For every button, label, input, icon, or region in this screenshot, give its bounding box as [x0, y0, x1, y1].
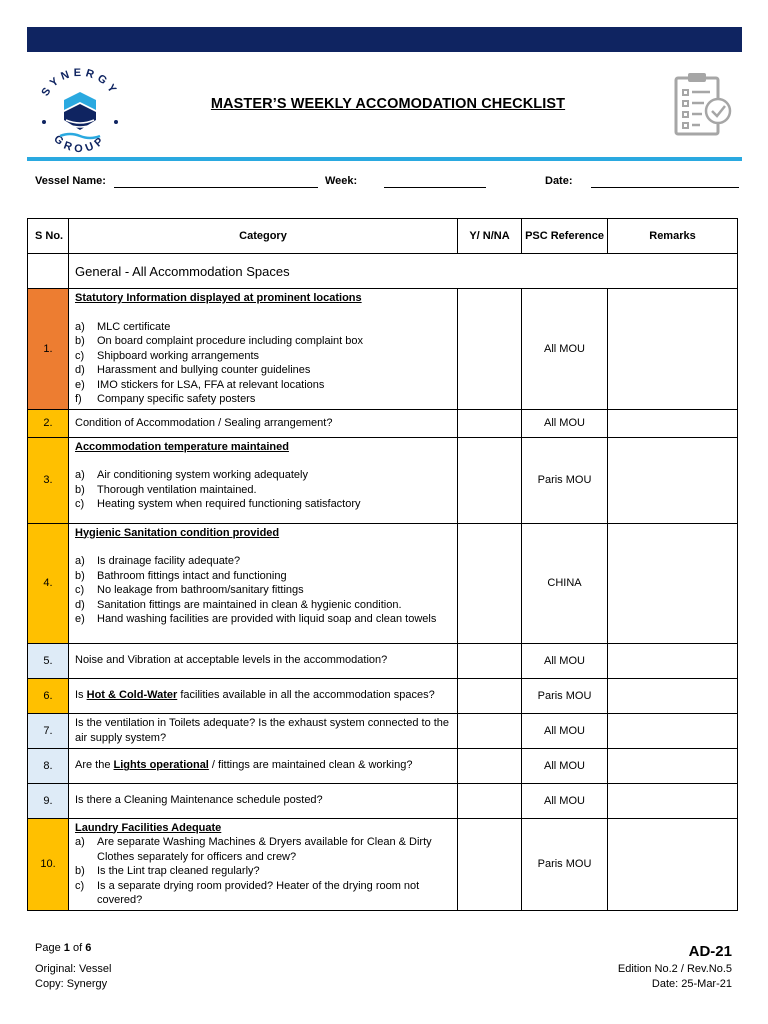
table-row [28, 818, 738, 910]
section-sno-cell [28, 254, 69, 289]
week-label: Week: [325, 175, 358, 187]
psc-ref-cell: Paris MOU [522, 437, 608, 523]
table-row [28, 713, 738, 748]
yn-cell[interactable] [458, 713, 522, 748]
category-cell [69, 523, 458, 643]
row-number: 7. [28, 713, 69, 748]
yn-cell[interactable] [458, 678, 522, 713]
category-cell: Is there a Cleaning Maintenance schedule posted? [69, 783, 458, 818]
table-row [28, 783, 738, 818]
table-header-row [28, 219, 738, 254]
psc-ref-cell: All MOU [522, 748, 608, 783]
list-item: a) Air conditioning system working adequately [75, 469, 308, 481]
yn-cell[interactable] [458, 409, 522, 437]
row-number: 10. [28, 818, 69, 910]
category-cell: Is Hot & Cold-Water facilities available in all the accommodation spaces? [69, 678, 458, 713]
row-number: 8. [28, 748, 69, 783]
row-number: 5. [28, 643, 69, 678]
col-sno-header: S No. [28, 219, 69, 254]
yn-cell[interactable] [458, 783, 522, 818]
row-heading: Statutory Information displayed at prominent locations [75, 292, 362, 304]
remarks-cell[interactable] [608, 713, 738, 748]
category-cell: Noise and Vibration at acceptable levels in the accommodation? [69, 643, 458, 678]
category-cell: Are the Lights operational / fittings are maintained clean & working? [69, 748, 458, 783]
psc-ref-cell: All MOU [522, 643, 608, 678]
col-psc-header: PSC Reference [522, 219, 608, 254]
psc-ref-cell: All MOU [522, 713, 608, 748]
psc-ref-cell: Paris MOU [522, 678, 608, 713]
list-item: a) Are separate Washing Machines & Dryers available for Clean & Dirty Clothes separately for officers and crew? [75, 836, 432, 863]
table-row [28, 409, 738, 437]
emphasis-text: Lights operational [113, 759, 209, 772]
list-item: a) MLC certificate [75, 320, 171, 333]
list-item: e) Hand washing facilities are provided with liquid soap and clean towels [75, 613, 437, 625]
remarks-cell[interactable] [608, 678, 738, 713]
psc-ref-cell: All MOU [522, 289, 608, 410]
remarks-cell[interactable] [608, 818, 738, 910]
yn-cell[interactable] [458, 437, 522, 523]
remarks-cell[interactable] [608, 523, 738, 643]
original-note: Original: Vessel [35, 963, 112, 975]
list-item: c) Shipboard working arrangements [75, 349, 260, 362]
yn-cell[interactable] [458, 523, 522, 643]
row-heading: Hygienic Sanitation condition provided [75, 526, 280, 539]
top-navy-bar [27, 27, 742, 52]
date-field[interactable] [591, 187, 739, 188]
list-item: f) Company specific safety posters [75, 393, 256, 405]
row-number: 1. [28, 289, 69, 410]
category-cell [69, 289, 458, 410]
table-row [28, 289, 738, 410]
psc-ref-cell: All MOU [522, 409, 608, 437]
table-row [28, 523, 738, 643]
section-row [28, 254, 738, 289]
col-yn-header: Y/ N/NA [458, 219, 522, 254]
page-indicator: Page 1 of 6 [35, 942, 92, 954]
list-item: b) Is the Lint trap cleaned regularly? [75, 865, 260, 877]
remarks-cell[interactable] [608, 437, 738, 523]
list-item: b) Bathroom fittings intact and functioning [75, 569, 287, 582]
yn-cell[interactable] [458, 643, 522, 678]
logo-bottom-text: GROUP [51, 132, 109, 156]
synergy-group-logo [30, 62, 130, 158]
list-item: b) Thorough ventilation maintained. [75, 483, 257, 496]
row-number: 3. [28, 437, 69, 523]
date-label: Date: [545, 175, 573, 187]
remarks-cell[interactable] [608, 783, 738, 818]
row-number: 6. [28, 678, 69, 713]
category-cell: Is the ventilation in Toilets adequate? Is the exhaust system connected to the air supply system? [69, 713, 458, 748]
revision-date: Date: 25-Mar-21 [651, 978, 732, 990]
section-title: General - All Accommodation Spaces [69, 254, 738, 289]
header-divider [27, 157, 742, 161]
remarks-cell[interactable] [608, 748, 738, 783]
table-row [28, 437, 738, 523]
row-heading: Accommodation temperature maintained [75, 440, 289, 453]
week-field[interactable] [384, 187, 486, 188]
document-code: AD-21 [688, 943, 732, 960]
checklist-table [27, 218, 738, 911]
list-item: c) Heating system when required functioning satisfactory [75, 498, 361, 510]
edition-note: Edition No.2 / Rev.No.5 [617, 963, 732, 975]
psc-ref-cell: All MOU [522, 783, 608, 818]
copy-note: Copy: Synergy [35, 978, 108, 990]
psc-ref-cell: Paris MOU [522, 818, 608, 910]
row-number: 2. [28, 409, 69, 437]
list-item: c) Is a separate drying room provided? Heater of the drying room not covered? [75, 879, 420, 906]
table-row [28, 678, 738, 713]
logo-top-text: SYNERGY [39, 66, 121, 99]
category-cell [69, 818, 458, 910]
col-remarks-header: Remarks [608, 219, 738, 254]
list-item: e) IMO stickers for LSA, FFA at relevant locations [75, 378, 325, 391]
yn-cell[interactable] [458, 818, 522, 910]
yn-cell[interactable] [458, 748, 522, 783]
list-item: b) On board complaint procedure including complaint box [75, 335, 363, 347]
emphasis-text: Hot & Cold-Water [86, 689, 178, 702]
list-item: d) Sanitation fittings are maintained in clean & hygienic condition. [75, 598, 402, 611]
table-row [28, 643, 738, 678]
document-title: MASTER’S WEEKLY ACCOMODATION CHECKLIST [210, 96, 566, 112]
remarks-cell[interactable] [608, 643, 738, 678]
yn-cell[interactable] [458, 289, 522, 410]
row-number: 9. [28, 783, 69, 818]
list-item: a) Is drainage facility adequate? [75, 555, 241, 567]
category-cell [69, 437, 458, 523]
vessel-name-label: Vessel Name: [35, 175, 106, 187]
list-item: c) No leakage from bathroom/sanitary fittings [75, 584, 304, 596]
list-item: d) Harassment and bullying counter guidelines [75, 364, 311, 376]
vessel-name-field[interactable] [114, 187, 318, 188]
category-cell: Condition of Accommodation / Sealing arrangement? [69, 409, 458, 437]
row-number: 4. [28, 523, 69, 643]
clipboard-checklist-icon [668, 70, 734, 140]
psc-ref-cell: CHINA [522, 523, 608, 643]
table-row [28, 748, 738, 783]
col-category-header: Category [69, 219, 458, 254]
remarks-cell[interactable] [608, 409, 738, 437]
remarks-cell[interactable] [608, 289, 738, 410]
row-heading: Laundry Facilities Adequate [75, 821, 222, 834]
